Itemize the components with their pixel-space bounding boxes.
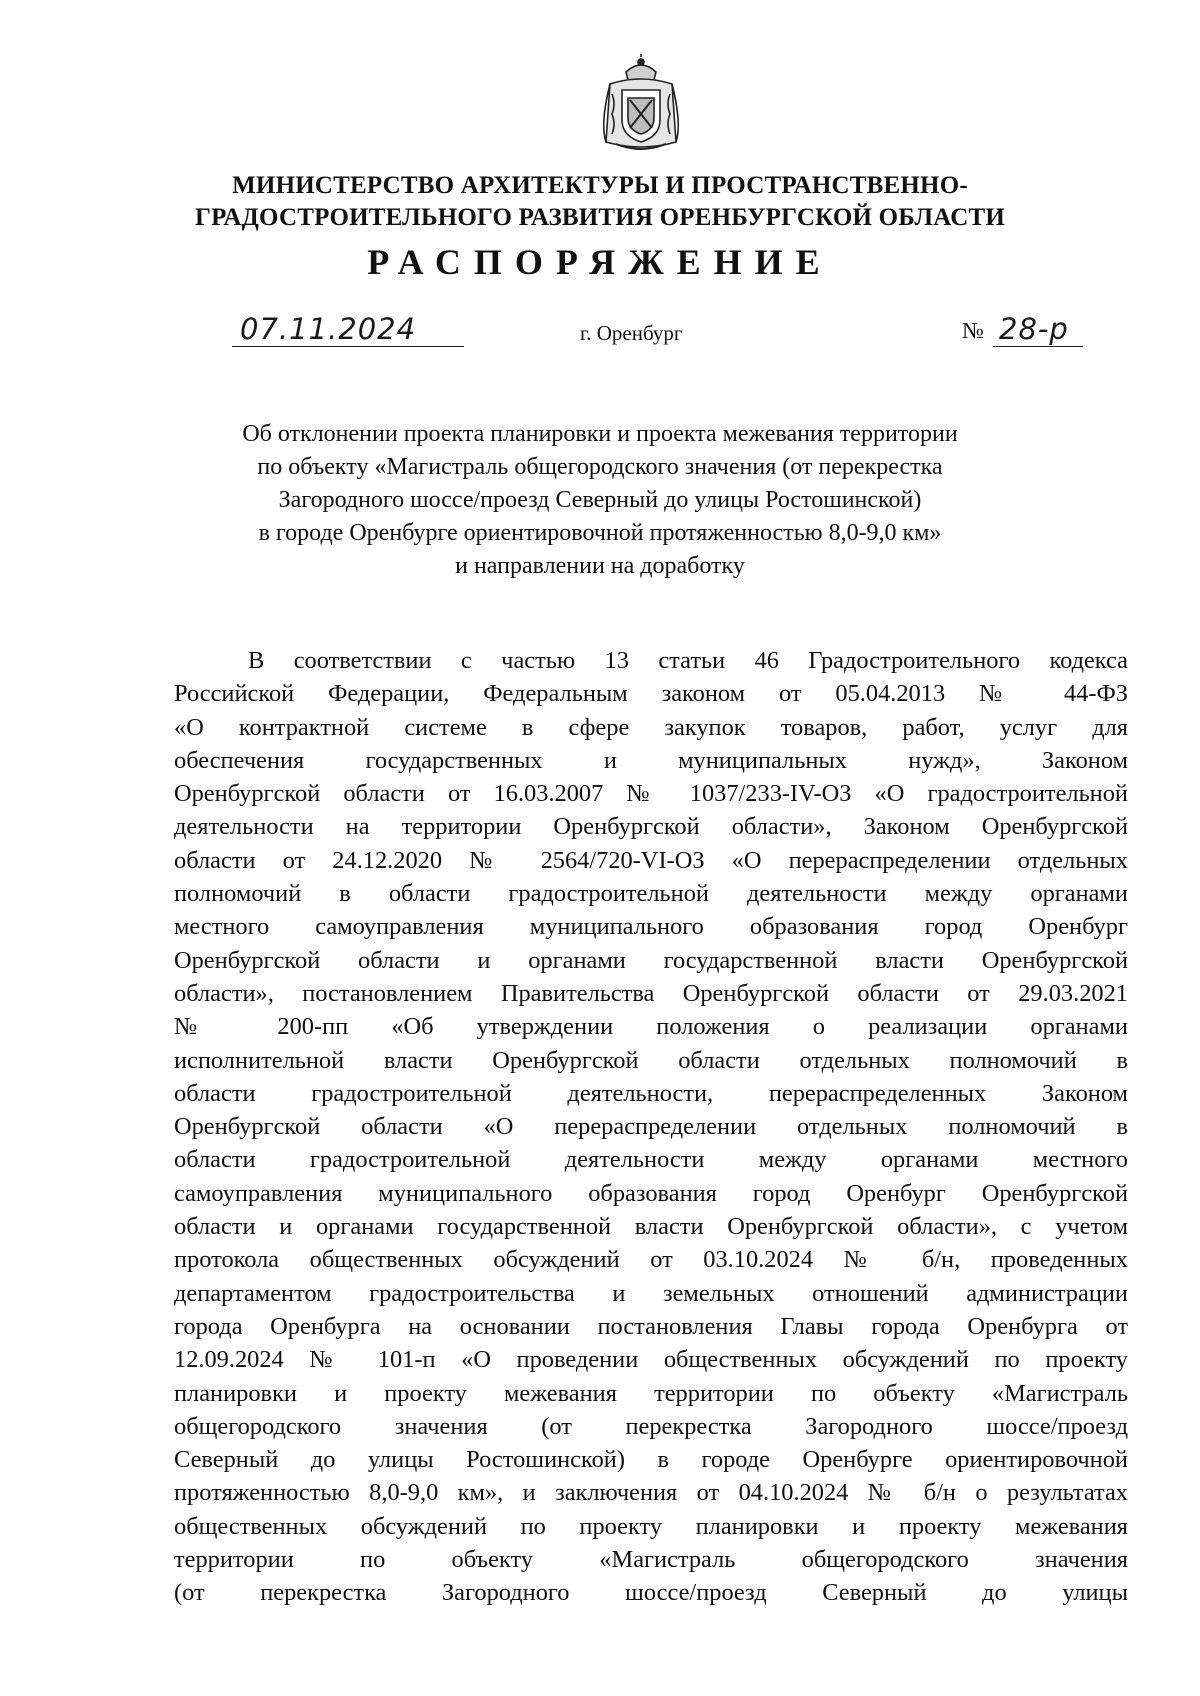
body-line: области от 24.12.2020 № 2564/720-VI-ОЗ «О перераспределении отдельных xyxy=(174,846,1128,874)
body-line: планировки и проекту межевания территории по объекту «Магистраль xyxy=(174,1379,1128,1407)
body-line: общественных обсуждений по проекту планировки и проекту межевания xyxy=(174,1512,1128,1540)
subject-line: по объекту «Магистраль общегородского значения (от перекрестка xyxy=(257,454,943,480)
body-line: В соответствии с частью 13 статьи 46 Градостроительного кодекса xyxy=(248,647,1128,674)
body-line: протокола общественных обсуждений от 03.10.2024 № б/н, проведенных xyxy=(174,1246,1128,1274)
body-line: местного самоуправления муниципального образования город Оренбург xyxy=(174,913,1128,941)
city-label: г. Оренбург xyxy=(580,321,683,345)
body-line: полномочий в области градостроительной деятельности между органами xyxy=(174,880,1128,908)
body-line: Северный до улицы Ростошинской) в городе Оренбурге ориентировочной xyxy=(174,1446,1128,1474)
number-sign: № xyxy=(962,318,984,343)
body-line: области градостроительной деятельности между органами местного xyxy=(174,1146,1128,1174)
body-line: Оренбургской области и органами государственной власти Оренбургской xyxy=(174,946,1128,974)
document-subject xyxy=(0,418,1200,583)
ministry-name xyxy=(0,170,1200,234)
body-line: города Оренбурга на основании постановления Главы города Оренбурга от xyxy=(174,1312,1128,1340)
subject-line: Об отклонении проекта планировки и проекта межевания территории xyxy=(242,421,958,447)
subject-line: в городе Оренбурге ориентировочной протяженностью 8,0-9,0 км» xyxy=(258,520,942,546)
number-field xyxy=(993,312,1083,347)
body-line: № 200-пп «Об утверждении положения о реализации органами xyxy=(174,1013,1128,1041)
body-line: (от перекрестка Загородного шоссе/проезд Северный до улицы xyxy=(174,1579,1128,1607)
subject-line: Загородного шоссе/проезд Северный до улицы Ростошинской) xyxy=(278,487,922,513)
subject-line: и направлении на доработку xyxy=(455,553,745,579)
body-line: области и органами государственной власти Оренбургской области», с учетом xyxy=(174,1213,1128,1241)
body-line: исполнительной власти Оренбургской области отдельных полномочий в xyxy=(174,1046,1128,1074)
body-line: общегородского значения (от перекрестка Загородного шоссе/проезд xyxy=(174,1412,1128,1440)
body-line: 12.09.2024 № 101-п «О проведении общественных обсуждений по проекту xyxy=(174,1346,1128,1374)
body-line: области градостроительной деятельности, перераспределенных Законом xyxy=(174,1079,1128,1107)
ministry-line-2: ГРАДОСТРОИТЕЛЬНОГО РАЗВИТИЯ ОРЕНБУРГСКОЙ ОБЛАСТИ xyxy=(195,204,1005,231)
body-line: самоуправления муниципального образования город Оренбург Оренбургской xyxy=(174,1179,1128,1207)
body-line: области», постановлением Правительства Оренбургской области от 29.03.2021 xyxy=(174,979,1128,1007)
coat-of-arms-icon xyxy=(596,54,686,154)
body-text xyxy=(174,644,1128,1610)
body-line: Оренбургской области «О перераспределении отдельных полномочий в xyxy=(174,1113,1128,1141)
body-line: Оренбургской области от 16.03.2007 № 1037/233-IV-ОЗ «О градостроительной xyxy=(174,780,1128,808)
body-line: обеспечения государственных и муниципальных нужд», Законом xyxy=(174,746,1128,774)
document-type-title: РАСПОРЯЖЕНИЕ xyxy=(367,242,833,282)
body-line: протяженностью 8,0-9,0 км», и заключения от 04.10.2024 № б/н о результатах xyxy=(174,1479,1128,1507)
body-line: Российской Федерации, Федеральным законом от 05.04.2013 № 44-ФЗ xyxy=(174,680,1128,708)
handwritten-number: 28-р xyxy=(999,312,1069,346)
handwritten-date: 07.11.2024 xyxy=(240,312,417,346)
body-line: деятельности на территории Оренбургской области», Законом Оренбургской xyxy=(174,813,1128,841)
body-line: департаментом градостроительства и земельных отношений администрации xyxy=(174,1279,1128,1307)
body-line: территории по объекту «Магистраль общегородского значения xyxy=(174,1546,1128,1574)
date-field xyxy=(232,312,464,347)
ministry-line-1: МИНИСТЕРСТВО АРХИТЕКТУРЫ И ПРОСТРАНСТВЕННО- xyxy=(232,172,968,199)
body-line: «О контрактной системе в сфере закупок товаров, работ, услуг для xyxy=(174,713,1128,741)
